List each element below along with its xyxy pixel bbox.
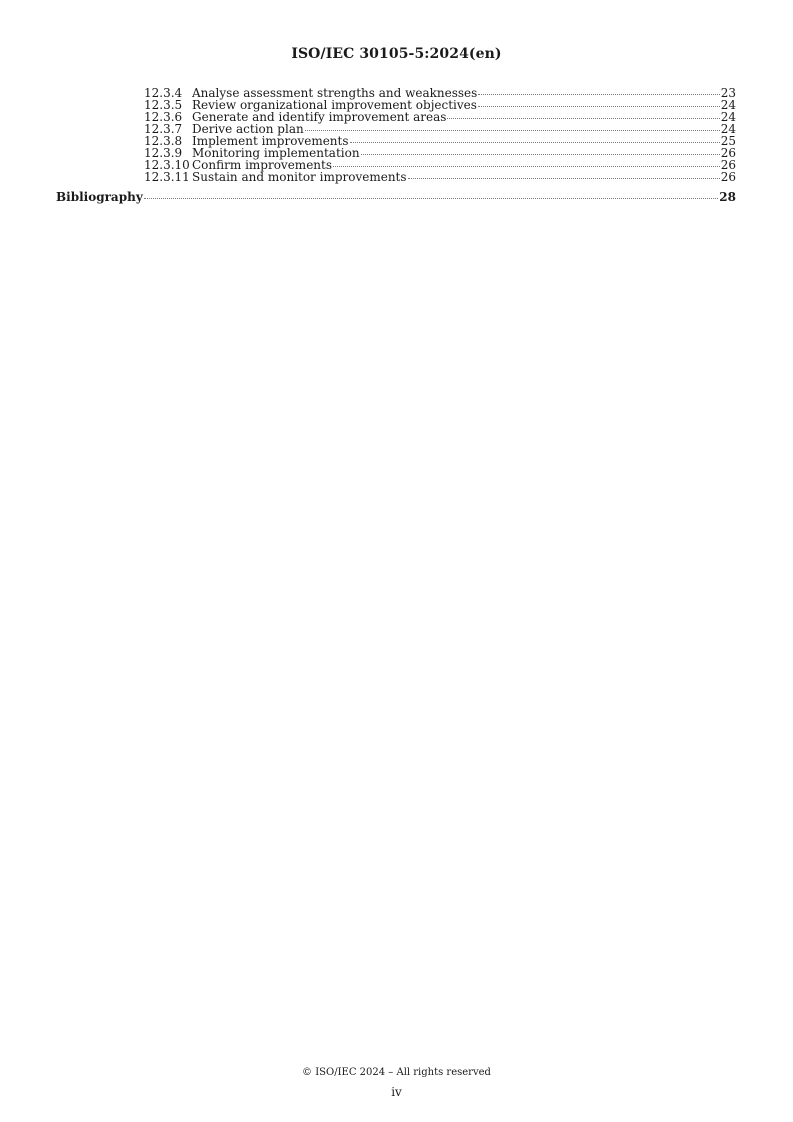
toc-entry-title: Implement improvements xyxy=(192,134,349,148)
toc-dot-leader xyxy=(305,130,720,131)
table-of-contents xyxy=(0,87,793,203)
toc-dot-leader xyxy=(333,166,720,167)
toc-dot-leader xyxy=(361,154,720,155)
toc-entry-number: 12.3.5 xyxy=(144,98,183,112)
toc-dot-leader xyxy=(408,178,720,179)
toc-entry-number: 12.3.11 xyxy=(144,170,190,184)
toc-entry-page: 24 xyxy=(720,122,736,136)
toc-entry-number: 12.3.7 xyxy=(144,122,183,136)
toc-entry-title: Bibliography xyxy=(56,190,143,204)
toc-entry-title: Generate and identify improvement areas xyxy=(192,110,447,124)
toc-entry-12-3-11[interactable] xyxy=(144,171,736,183)
toc-entry-page: 26 xyxy=(720,170,736,184)
toc-entry-bibliography[interactable] xyxy=(56,191,736,203)
toc-entry-page: 24 xyxy=(720,110,736,124)
toc-entry-number: 12.3.8 xyxy=(144,134,183,148)
toc-entry-title: Monitoring implementation xyxy=(192,146,360,160)
toc-dot-leader xyxy=(144,198,719,199)
toc-entry-page: 23 xyxy=(720,86,736,100)
copyright-notice: © ISO/IEC 2024 – All rights reserved xyxy=(302,1067,491,1078)
toc-entry-title: Review organizational improvement objectives xyxy=(192,98,477,112)
toc-dot-leader xyxy=(478,94,719,95)
toc-dot-leader xyxy=(350,142,720,143)
toc-dot-leader xyxy=(447,118,719,119)
toc-entry-number: 12.3.9 xyxy=(144,146,183,160)
toc-entry-title: Sustain and monitor improvements xyxy=(192,170,407,184)
toc-entry-page: 25 xyxy=(720,134,736,148)
toc-entry-page: 26 xyxy=(720,146,736,160)
toc-dot-leader xyxy=(478,106,720,107)
toc-entry-title: Analyse assessment strengths and weaknesses xyxy=(192,86,478,100)
document-header-title: ISO/IEC 30105-5:2024(en) xyxy=(291,46,502,62)
toc-entry-title: Confirm improvements xyxy=(192,158,332,172)
toc-entry-page: 24 xyxy=(720,98,736,112)
toc-entry-title: Derive action plan xyxy=(192,122,304,136)
toc-entry-number: 12.3.4 xyxy=(144,86,183,100)
page-number: iv xyxy=(391,1085,402,1099)
toc-entry-page: 28 xyxy=(719,190,736,204)
toc-entry-page: 26 xyxy=(720,158,736,172)
toc-entry-number: 12.3.6 xyxy=(144,110,183,124)
toc-entry-number: 12.3.10 xyxy=(144,158,190,172)
